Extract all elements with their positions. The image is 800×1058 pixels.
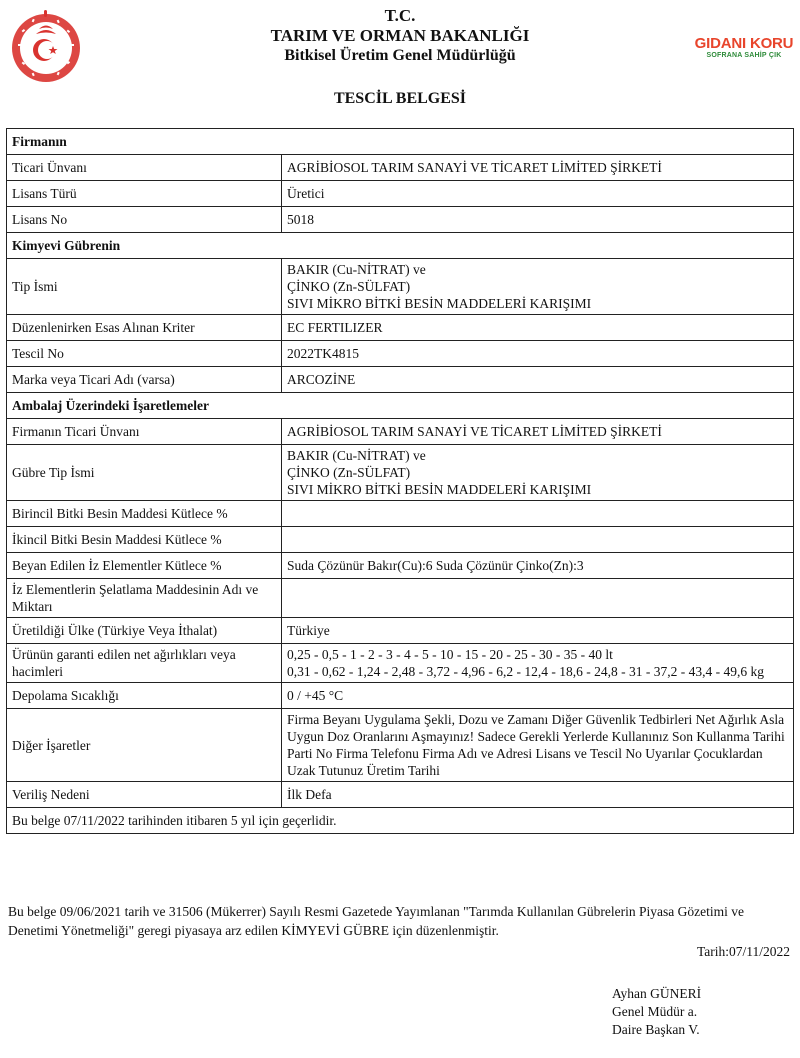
row-value: 5018 [282, 207, 794, 233]
row-value: AGRİBİOSOL TARIM SANAYİ VE TİCARET LİMİTED ŞİRKETİ [282, 155, 794, 181]
table-row [7, 618, 794, 644]
row-label: Beyan Edilen İz Elementler Kütlece % [7, 553, 282, 579]
gidani-koru-tagline: SOFRANA SAHİP ÇIK [706, 52, 782, 59]
row-value [282, 445, 794, 501]
row-label: Lisans No [7, 207, 282, 233]
registration-table [6, 128, 794, 834]
row-label: Diğer İşaretler [7, 709, 282, 782]
gidani-koru-wordmark: GIDANI KORU [694, 35, 794, 52]
table-row [7, 181, 794, 207]
row-label: Düzenlenirken Esas Alınan Kriter [7, 315, 282, 341]
signatory-title: Daire Başkan V. [612, 1022, 700, 1037]
row-value: 2022TK4815 [282, 341, 794, 367]
table-row [7, 155, 794, 181]
row-value: İlk Defa [282, 782, 794, 808]
table-row [7, 808, 794, 834]
row-label: Ürünün garanti edilen net ağırlıkları veya hacimleri [7, 644, 282, 683]
document-header [0, 6, 800, 65]
value-line: 0,25 - 0,5 - 1 - 2 - 3 - 4 - 5 - 10 - 15 - 20 - 25 - 30 - 35 - 40 lt [287, 647, 613, 662]
row-value: EC FERTILIZER [282, 315, 794, 341]
table-row [7, 553, 794, 579]
row-value: Türkiye [282, 618, 794, 644]
table-row [7, 419, 794, 445]
section-packaging: Ambalaj Üzerindeki İşaretlemeler [7, 393, 794, 419]
table-row [7, 207, 794, 233]
row-label: Tip İsmi [7, 259, 282, 315]
value-line: BAKIR (Cu-NİTRAT) ve [287, 448, 426, 463]
table-row [7, 579, 794, 618]
validity-note: Bu belge 07/11/2022 tarihinden itibaren 5 yıl için geçerlidir. [7, 808, 794, 834]
row-value: Üretici [282, 181, 794, 207]
regulation-note: Bu belge 09/06/2021 tarih ve 31506 (Mükerrer) Sayılı Resmi Gazetede Yayımlanan "Tarımda Kullanılan Gübrelerin Piyasa Gözetimi ve Denetimi Yönetmeliği" geregi piyasaya arz edilen KİMYEVİ GÜBRE için düzenlenmiştir. [8, 904, 745, 938]
row-label: Marka veya Ticari Adı (varsa) [7, 367, 282, 393]
header-ministry: TARIM VE ORMAN BAKANLIĞI [270, 26, 530, 45]
table-row [7, 259, 794, 315]
table-row [7, 445, 794, 501]
row-value: AGRİBİOSOL TARIM SANAYİ VE TİCARET LİMİTED ŞİRKETİ [282, 419, 794, 445]
row-value [282, 501, 794, 527]
table-row [7, 782, 794, 808]
row-label: Veriliş Nedeni [7, 782, 282, 808]
table-row [7, 341, 794, 367]
table-row [7, 683, 794, 709]
table-row [7, 367, 794, 393]
row-value: Firma Beyanı Uygulama Şekli, Dozu ve Zamanı Diğer Güvenlik Tedbirleri Net Ağırlık Asla Uygun Doz Oranlarını Aşmayınız! Sadece Gerekli Yerlerde Kullanınız Son Kullanma Tarihi Parti No Firma Telefonu Firma Adı ve Adresi Lisans ve Tescil No Uyarılar Çocuklardan Uzak Tutunuz Üretim Tarihi [282, 709, 794, 782]
document-date: Tarih:07/11/2022 [696, 944, 790, 959]
signature-block [612, 985, 701, 1039]
row-label: İkincil Bitki Besin Maddesi Kütlece % [7, 527, 282, 553]
header-tc: T.C. [384, 6, 416, 25]
value-line: 0,31 - 0,62 - 1,24 - 2,48 - 3,72 - 4,96 - 6,2 - 12,4 - 18,6 - 24,8 - 31 - 37,2 - 43,4 - 49,6 kg [287, 664, 764, 679]
value-line: SIVI MİKRO BİTKİ BESİN MADDELERİ KARIŞIMI [287, 296, 592, 311]
row-label: Lisans Türü [7, 181, 282, 207]
table-row [7, 644, 794, 683]
value-line: ÇİNKO (Zn-SÜLFAT) [287, 279, 411, 294]
row-value [282, 259, 794, 315]
row-label: Ticari Ünvanı [7, 155, 282, 181]
header-directorate: Bitkisel Üretim Genel Müdürlüğü [284, 47, 516, 64]
row-value: 0 / +45 °C [282, 683, 794, 709]
signatory-title: Genel Müdür a. [612, 1004, 698, 1019]
value-line: SIVI MİKRO BİTKİ BESİN MADDELERİ KARIŞIMI [287, 482, 592, 497]
row-label: Tescil No [7, 341, 282, 367]
row-value: Suda Çözünür Bakır(Cu):6 Suda Çözünür Çinko(Zn):3 [282, 553, 794, 579]
row-label: Gübre Tip İsmi [7, 445, 282, 501]
row-value [282, 644, 794, 683]
row-label: Depolama Sıcaklığı [7, 683, 282, 709]
table-row [7, 527, 794, 553]
row-value: ARCOZİNE [282, 367, 794, 393]
signatory-name: Ayhan GÜNERİ [612, 986, 702, 1001]
row-label: Üretildiği Ülke (Türkiye Veya İthalat) [7, 618, 282, 644]
row-value [282, 579, 794, 618]
value-line: ÇİNKO (Zn-SÜLFAT) [287, 465, 411, 480]
row-label: Firmanın Ticari Ünvanı [7, 419, 282, 445]
section-firm: Firmanın [7, 129, 794, 155]
row-value [282, 527, 794, 553]
table-row [7, 501, 794, 527]
row-label: İz Elementlerin Şelatlama Maddesinin Adı ve Miktarı [7, 579, 282, 618]
value-line: BAKIR (Cu-NİTRAT) ve [287, 262, 426, 277]
page-title: TESCİL BELGESİ [333, 90, 467, 107]
table-row [7, 709, 794, 782]
table-row [7, 315, 794, 341]
section-fertilizer: Kimyevi Gübrenin [7, 233, 794, 259]
row-label: Birincil Bitki Besin Maddesi Kütlece % [7, 501, 282, 527]
